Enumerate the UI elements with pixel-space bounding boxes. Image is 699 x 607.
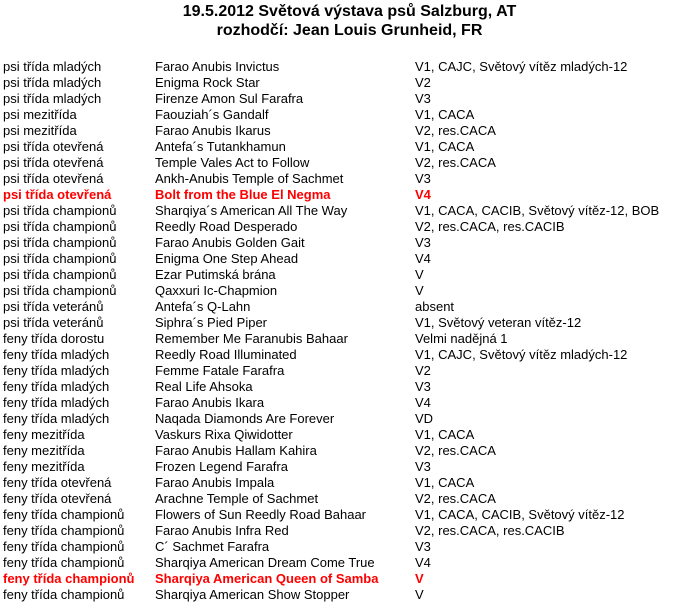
result-row: [3, 411, 697, 427]
dog-name-cell: Enigma Rock Star: [155, 75, 260, 90]
result-row: [3, 203, 697, 219]
class-cell: feny třída championů: [3, 587, 125, 602]
class-cell: feny třída mladých: [3, 347, 110, 362]
class-cell: psi mezitřída: [3, 123, 77, 138]
result-cell: V2, res.CACA, res.CACIB: [415, 219, 565, 234]
dog-name-cell: Sharqiya American Show Stopper: [155, 587, 350, 602]
result-row: [3, 251, 697, 267]
dog-name-cell: Faouziah´s Gandalf: [155, 107, 269, 122]
dog-name-cell: Vaskurs Rixa Qiwidotter: [155, 427, 293, 442]
dog-name-cell: Antefa´s Q-Lahn: [155, 299, 251, 314]
dog-name-cell: Sharqiya American Queen of Samba: [155, 571, 379, 586]
result-cell: V1, CACA: [415, 427, 475, 442]
results-list: [3, 59, 697, 603]
result-cell: V: [415, 587, 424, 602]
result-row: [3, 395, 697, 411]
result-cell: V1, CAJC, Světový vítěz mladých-12: [415, 347, 628, 362]
class-cell: psi třída mladých: [3, 91, 102, 106]
result-cell: V3: [415, 235, 431, 250]
dog-name-cell: Farao Anubis Invictus: [155, 59, 280, 74]
result-row: [3, 235, 697, 251]
class-cell: feny třída mladých: [3, 363, 110, 378]
class-cell: psi třída championů: [3, 235, 117, 250]
dog-name-cell: Bolt from the Blue El Negma: [155, 187, 331, 202]
result-row: [3, 331, 697, 347]
dog-name-cell: Temple Vales Act to Follow: [155, 155, 310, 170]
dog-name-cell: Antefa´s Tutankhamun: [155, 139, 286, 154]
class-cell: feny třída mladých: [3, 411, 110, 426]
result-row: [3, 75, 697, 91]
result-cell: V3: [415, 379, 431, 394]
result-row: [3, 443, 697, 459]
result-cell: absent: [415, 299, 455, 314]
class-cell: feny mezitřída: [3, 459, 85, 474]
result-row: [3, 491, 697, 507]
result-row: [3, 123, 697, 139]
result-cell: VD: [415, 411, 434, 426]
dog-name-cell: Remember Me Faranubis Bahaar: [155, 331, 348, 346]
dog-name-cell: Enigma One Step Ahead: [155, 251, 299, 266]
class-cell: psi třída championů: [3, 219, 117, 234]
result-row: [3, 539, 697, 555]
result-row: [3, 347, 697, 363]
result-cell: Velmi nadějná 1: [415, 331, 508, 346]
class-cell: feny třída otevřená: [3, 475, 112, 490]
dog-name-cell: Firenze Amon Sul Farafra: [155, 91, 304, 106]
class-cell: feny třída otevřená: [3, 491, 112, 506]
result-cell: V3: [415, 539, 431, 554]
dog-name-cell: Reedly Road Illuminated: [155, 347, 297, 362]
result-cell: V4: [415, 187, 431, 202]
result-row: [3, 187, 697, 203]
class-cell: psi třída otevřená: [3, 139, 104, 154]
class-cell: feny třída championů: [3, 523, 125, 538]
result-row: [3, 379, 697, 395]
result-cell: V2, res.CACA, res.CACIB: [415, 523, 565, 538]
result-row: [3, 299, 697, 315]
result-row: [3, 107, 697, 123]
result-row: [3, 571, 697, 587]
result-row: [3, 315, 697, 331]
result-row: [3, 523, 697, 539]
result-row: [3, 283, 697, 299]
result-cell: V4: [415, 395, 431, 410]
dog-name-cell: Ankh-Anubis Temple of Sachmet: [155, 171, 344, 186]
result-row: [3, 459, 697, 475]
result-cell: V1, CACA: [415, 139, 475, 154]
dog-name-cell: Farao Anubis Golden Gait: [155, 235, 305, 250]
dog-name-cell: Siphra´s Pied Piper: [155, 315, 267, 330]
result-row: [3, 139, 697, 155]
result-cell: V1, CACA, CACIB, Světový vítěz-12: [415, 507, 625, 522]
result-row: [3, 59, 697, 75]
result-cell: V: [415, 267, 424, 282]
result-row: [3, 219, 697, 235]
class-cell: psi třída mladých: [3, 59, 102, 74]
class-cell: psi třída championů: [3, 203, 117, 218]
result-row: [3, 475, 697, 491]
judge-line: rozhodčí: Jean Louis Grunheid, FR: [216, 22, 483, 39]
dog-name-cell: Farao Anubis Hallam Kahira: [155, 443, 317, 458]
result-cell: V1, CACA: [415, 475, 475, 490]
dog-name-cell: Farao Anubis Impala: [155, 475, 275, 490]
dog-name-cell: C´ Sachmet Farafra: [155, 539, 270, 554]
result-cell: V4: [415, 555, 431, 570]
dog-name-cell: Arachne Temple of Sachmet: [155, 491, 319, 506]
class-cell: feny třída championů: [3, 539, 125, 554]
class-cell: psi třída mladých: [3, 75, 102, 90]
result-cell: V: [415, 283, 424, 298]
class-cell: feny mezitřída: [3, 443, 85, 458]
dog-name-cell: Sharqiya´s American All The Way: [155, 203, 348, 218]
dog-name-cell: Qaxxuri Ic-Chapmion: [155, 283, 278, 298]
document-title: 19.5.2012 Světová výstava psů Salzburg, AT: [182, 3, 517, 20]
result-cell: V1, CACA, CACIB, Světový vítěz-12, BOB: [415, 203, 660, 218]
result-cell: V2, res.CACA: [415, 155, 496, 170]
result-row: [3, 363, 697, 379]
class-cell: psi třída championů: [3, 283, 117, 298]
dog-name-cell: Naqada Diamonds Are Forever: [155, 411, 335, 426]
dog-name-cell: Farao Anubis Ikara: [155, 395, 265, 410]
result-row: [3, 267, 697, 283]
class-cell: psi třída otevřená: [3, 171, 104, 186]
result-cell: V: [415, 571, 424, 586]
result-cell: V2, res.CACA: [415, 123, 496, 138]
result-row: [3, 91, 697, 107]
result-cell: V3: [415, 91, 431, 106]
result-row: [3, 555, 697, 571]
class-cell: psi třída championů: [3, 267, 117, 282]
document-header: [0, 2, 699, 40]
dog-name-cell: Sharqiya American Dream Come True: [155, 555, 375, 570]
result-cell: V3: [415, 171, 431, 186]
result-cell: V2, res.CACA: [415, 491, 496, 506]
class-cell: feny třída mladých: [3, 379, 110, 394]
result-cell: V2: [415, 363, 431, 378]
result-row: [3, 155, 697, 171]
result-row: [3, 587, 697, 603]
result-cell: V2, res.CACA: [415, 443, 496, 458]
class-cell: psi třída otevřená: [3, 187, 112, 202]
result-cell: V2: [415, 75, 431, 90]
result-row: [3, 427, 697, 443]
dog-name-cell: Farao Anubis Ikarus: [155, 123, 271, 138]
class-cell: psi třída veteránů: [3, 315, 104, 330]
result-cell: V1, CACA: [415, 107, 475, 122]
class-cell: feny třída mladých: [3, 395, 110, 410]
result-row: [3, 171, 697, 187]
dog-name-cell: Flowers of Sun Reedly Road Bahaar: [155, 507, 367, 522]
result-cell: V3: [415, 459, 431, 474]
result-cell: V1, Světový veteran vítěz-12: [415, 315, 582, 330]
dog-name-cell: Real Life Ahsoka: [155, 379, 253, 394]
class-cell: psi třída veteránů: [3, 299, 104, 314]
result-cell: V1, CAJC, Světový vítěz mladých-12: [415, 59, 628, 74]
class-cell: psi třída championů: [3, 251, 117, 266]
class-cell: feny třída championů: [3, 507, 125, 522]
class-cell: feny třída championů: [3, 571, 135, 586]
result-row: [3, 507, 697, 523]
class-cell: psi mezitřída: [3, 107, 77, 122]
dog-name-cell: Ezar Putimská brána: [155, 267, 276, 282]
class-cell: psi třída otevřená: [3, 155, 104, 170]
dog-name-cell: Femme Fatale Farafra: [155, 363, 285, 378]
result-cell: V4: [415, 251, 431, 266]
class-cell: feny mezitřída: [3, 427, 85, 442]
dog-name-cell: Farao Anubis Infra Red: [155, 523, 289, 538]
dog-name-cell: Frozen Legend Farafra: [155, 459, 288, 474]
class-cell: feny třída championů: [3, 555, 125, 570]
dog-name-cell: Reedly Road Desperado: [155, 219, 298, 234]
class-cell: feny třída dorostu: [3, 331, 105, 346]
